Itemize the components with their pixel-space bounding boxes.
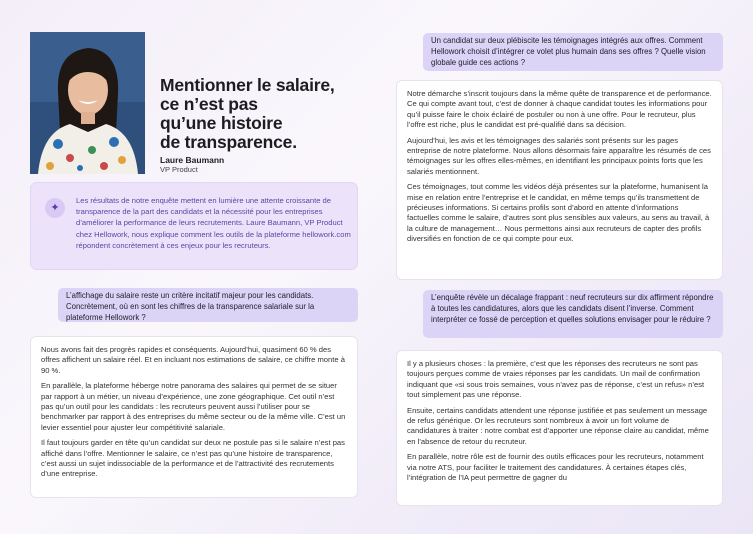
title-line: de transparence. xyxy=(160,132,297,152)
answer-paragraph: Ensuite, certains candidats attendent une réponse justifiée et pas seulement un message de refus générique. Or les recruteurs sont nombreux à avoir un fort volume de candidatures à traiter : notre combat est d’apporter une réponse claire au candidat, même en l’absence de retour du recruteur. xyxy=(407,405,709,446)
question-box: L’affichage du salaire reste un critère incitatif majeur pour les candidats. Concrètement, où en sont les chiffres de la transparence salariale sur la plateforme Hellowork ? xyxy=(58,288,358,322)
sparkle-icon: ✦ xyxy=(45,198,65,218)
answer-paragraph: Ces témoignages, tout comme les vidéos déjà présentes sur la plateforme, humanisent la mise en relation entre l’entreprise et le candidat, en même temps qu’ils transmettent de précieuses informations. Si certains profils sont d’abord en attente d’informations factuelles comme le salaire, d’autres sont plus sensibles aux valeurs, au sens au travail, à la culture de management… Nous permettons ainsi aux recruteurs de capter des profils diversifiés en fonction de ce qui compte pour eux. xyxy=(407,182,710,244)
answer-box xyxy=(396,80,723,280)
title-line: ce n’est pas xyxy=(160,94,258,114)
author-role: VP Product xyxy=(160,165,198,174)
answer-paragraph: En parallèle, la plateforme héberge notre panorama des salaires qui permet de se situer par rapport à un métier, un niveau d’expérience, une zone géographique. Cet outil n’est pas qu’un outil pour les candidats : les recruteurs peuvent aussi l’utiliser pour se benchmarker par rapport à des entreprises du même secteur ou de la même ville. C’est un levier essentiel pour ajuster leur compétitivité salariale. xyxy=(41,381,346,432)
answer-paragraph: Il faut toujours garder en tête qu’un candidat sur deux ne postule pas si le salaire n’est pas affiché dans l’offre. Mentionner le salaire, ce n’est pas qu’une histoire de transparence, c’est aussi un sujet indissociable de la performance et de l’attractivité des recrutements d’une entreprise. xyxy=(41,438,345,479)
answer-box xyxy=(30,336,358,498)
answer-paragraph: Aujourd’hui, les avis et les témoignages des salariés sont présents sur les pages entreprise de notre plateforme. Nous allons désormais faire apparaître les résumés de ces témoignages sur les offres elles-mêmes, en identifiant les principaux points forts que les salariés mentionnent. xyxy=(407,135,711,176)
intro-box xyxy=(30,182,358,270)
answer-paragraph: Nous avons fait des progrès rapides et conséquents. Aujourd’hui, quasiment 60 % des offres affichent un salaire réel. Et en incluant nos estimations de salaire, ce chiffre monte à 90 %. xyxy=(41,345,345,375)
article-title xyxy=(160,76,360,152)
intro-text: Les résultats de notre enquête mettent en lumière une attente croissante de transparence de la part des candidats et la nécessité pour les entreprises d’améliorer la performance de leurs recrutements. Laure Baumann, VP Product chez Hellowork, nous explique comment les outils de la plateforme hellowork.com répondent concrètement à ces enjeux pour les recruteurs. xyxy=(76,196,351,250)
author-portrait xyxy=(30,32,145,174)
title-line: qu’une histoire xyxy=(160,113,283,133)
question-box: L’enquête révèle un décalage frappant : neuf recruteurs sur dix affirment répondre à toutes les candidatures, alors que les candidats disent l’inverse. Comment interpréter ce fossé de perception et quelles solutions envisager pour le réduire ? xyxy=(423,290,723,338)
author-name: Laure Baumann xyxy=(160,155,225,165)
answer-paragraph: Notre démarche s’inscrit toujours dans la même quête de transparence et de performance. Ce qui compte avant tout, c’est de donner à chaque candidat toutes les informations pour qu’il puisse faire le choix éclairé de postuler ou non à une offre. Pour le recruteur, plus l’offre est riche, plus le candidat est pré-qualifié dans sa décision. xyxy=(407,89,712,130)
answer-box xyxy=(396,350,723,506)
title-line: Mentionner le salaire, xyxy=(160,75,335,95)
question-box: Un candidat sur deux plébiscite les témoignages intégrés aux offres. Comment Hellowork choisit d’intégrer ce volet plus humain dans ses offres ? Quelle vision globale guide ces actions ? xyxy=(423,33,723,71)
answer-paragraph: Il y a plusieurs choses : la première, c’est que les réponses des recruteurs ne sont pas toujours perçues comme de vraies réponses par les candidats. Un mail de confirmation indiquant que «si sous trois semaines, vous n’avez pas de réponse, c’est un refus» n’est tout simplement pas une réponse. xyxy=(407,359,705,400)
answer-paragraph: En parallèle, notre rôle est de fournir des outils efficaces pour les recruteurs, notamment via notre ATS, pour faciliter le traitement des candidatures. À certaines étapes clés, l’intégration de l’IA peut permettre de gagner du xyxy=(407,452,704,483)
